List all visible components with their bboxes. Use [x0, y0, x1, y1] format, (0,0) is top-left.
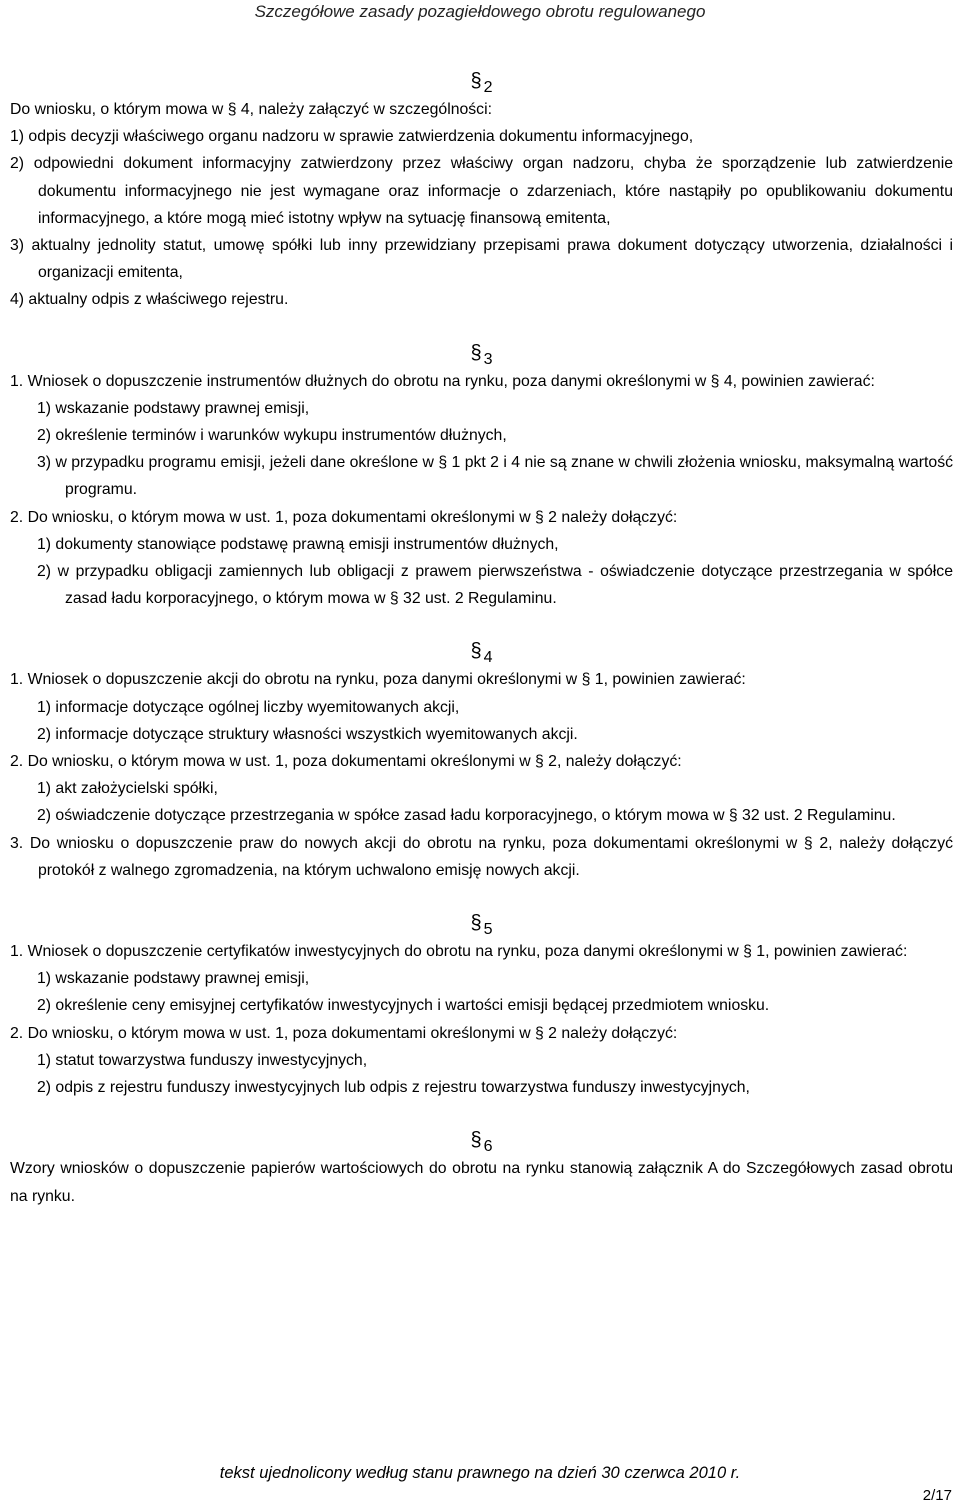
section-symbol: §: [470, 640, 482, 663]
page-header: Szczegółowe zasady pozagiełdowego obrotu regulowanego: [254, 2, 706, 21]
section-heading-3: [10, 336, 953, 368]
section-number: 3: [483, 350, 493, 368]
section-5-para-2-item-1: 1) statut towarzystwa funduszy inwestycyjnych,: [37, 1051, 368, 1069]
section-4-para-1: 1. Wniosek o dopuszczenie akcji do obrotu na rynku, poza danymi określonymi w § 1, powinien zawierać:: [10, 671, 746, 689]
document-body: [10, 64, 953, 1210]
section-3-para-2: 2. Do wniosku, o którym mowa w ust. 1, poza dokumentami określonymi w § 2 należy dołączyć:: [10, 508, 678, 526]
section-5-para-2-item-2: 2) odpis z rejestru funduszy inwestycyjnych lub odpis z rejestru towarzystwa funduszy inwestycyjnych,: [37, 1079, 750, 1097]
section-heading-6: [10, 1123, 953, 1155]
section-3-para-2-item-2: 2) w przypadku obligacji zamiennych lub obligacji z prawem pierwszeństwa - oświadczenie dotyczące przestrzegania w spółce zasad ładu korporacyjnego, o którym mowa w § 32 ust. 2 Regulaminu.: [37, 563, 953, 608]
section-number: 4: [483, 649, 493, 667]
section-symbol: §: [470, 912, 482, 935]
section-number: 2: [483, 79, 493, 96]
section-2-item-2: 2) odpowiedni dokument informacyjny zatwierdzony przez właściwy organ nadzoru, chyba że sporządzenie lub zatwierdzenie dokumentu informacyjnego nie jest wymagane oraz informacje o zdarzeniach, które nastąpiły po opublikowaniu dokumentu informacyjnego, a które mogą mieć istotny wpływ na sytuację finansową emitenta,: [10, 155, 953, 227]
section-5-para-1-item-1: 1) wskazanie podstawy prawnej emisji,: [37, 970, 310, 988]
section-number: 6: [483, 1138, 493, 1156]
section-3-para-1-item-2: 2) określenie terminów i warunków wykupu instrumentów dłużnych,: [37, 427, 507, 445]
section-4-para-2-item-1: 1) akt założycielski spółki,: [37, 780, 218, 798]
section-2-intro: Do wniosku, o którym mowa w § 4, należy załączyć w szczególności:: [10, 101, 492, 118]
section-5-para-2: 2. Do wniosku, o którym mowa w ust. 1, poza dokumentami określonymi w § 2 należy dołączyć:: [10, 1024, 678, 1042]
section-heading-2: [10, 64, 953, 96]
page-footer: tekst ujednolicony według stanu prawnego na dzień 30 czerwca 2010 r.: [219, 1464, 741, 1482]
page-number: 2/17: [922, 1487, 952, 1504]
section-symbol: §: [470, 70, 482, 92]
section-2-item-4: 4) aktualny odpis z właściwego rejestru.: [10, 291, 289, 309]
section-symbol: §: [470, 341, 482, 364]
section-3-para-2-item-1: 1) dokumenty stanowiące podstawę prawną emisji instrumentów dłużnych,: [37, 535, 559, 553]
section-3-para-1: 1. Wniosek o dopuszczenie instrumentów dłużnych do obrotu na rynku, poza danymi określonymi w § 4, powinien zawierać:: [10, 372, 875, 390]
section-heading-4: [10, 634, 953, 666]
section-4-para-3: 3. Do wniosku o dopuszczenie praw do nowych akcji do obrotu na rynku, poza dokumentami określonymi w § 2, należy dołączyć protokół z walnego zgromadzenia, na którym uchwalono emisję nowych akcji.: [10, 834, 953, 879]
section-3-para-1-item-1: 1) wskazanie podstawy prawnej emisji,: [37, 399, 310, 417]
section-4-para-2: 2. Do wniosku, o którym mowa w ust. 1, poza dokumentami określonymi w § 2, należy dołączyć:: [10, 753, 682, 771]
section-5-para-1: 1. Wniosek o dopuszczenie certyfikatów inwestycyjnych do obrotu na rynku, poza danymi określonymi w § 1, powinien zawierać:: [10, 943, 908, 961]
section-3-para-1-item-3: 3) w przypadku programu emisji, jeżeli dane określone w § 1 pkt 2 i 4 nie są znane w chwili złożenia wniosku, maksymalną wartość programu.: [37, 454, 953, 499]
section-5-para-1-item-2: 2) określenie ceny emisyjnej certyfikatów inwestycyjnych i wartości emisji będącej przedmiotem wniosku.: [37, 997, 770, 1015]
section-heading-5: [10, 906, 953, 938]
section-4-para-1-item-2: 2) informacje dotyczące struktury własności wszystkich wyemitowanych akcji.: [37, 725, 578, 743]
section-2-item-1: 1) odpis decyzji właściwego organu nadzoru w sprawie zatwierdzenia dokumentu informacyjnego,: [10, 128, 694, 146]
section-symbol: §: [470, 1129, 482, 1152]
section-2-item-3: 3) aktualny jednolity statut, umowę spółki lub inny przewidziany przepisami prawa dokument dotyczący utworzenia, działalności i organizacji emitenta,: [10, 237, 953, 282]
section-4-para-1-item-1: 1) informacje dotyczące ogólnej liczby wyemitowanych akcji,: [37, 698, 460, 716]
section-number: 5: [483, 921, 493, 939]
section-4-para-2-item-2: 2) oświadczenie dotyczące przestrzegania w spółce zasad ładu korporacyjnego, o którym mowa w § 32 ust. 2 Regulaminu.: [37, 807, 896, 825]
section-6-para-1: Wzory wniosków o dopuszczenie papierów wartościowych do obrotu na rynku stanowią załącznik A do Szczegółowych zasad obrotu na rynku.: [10, 1160, 953, 1205]
